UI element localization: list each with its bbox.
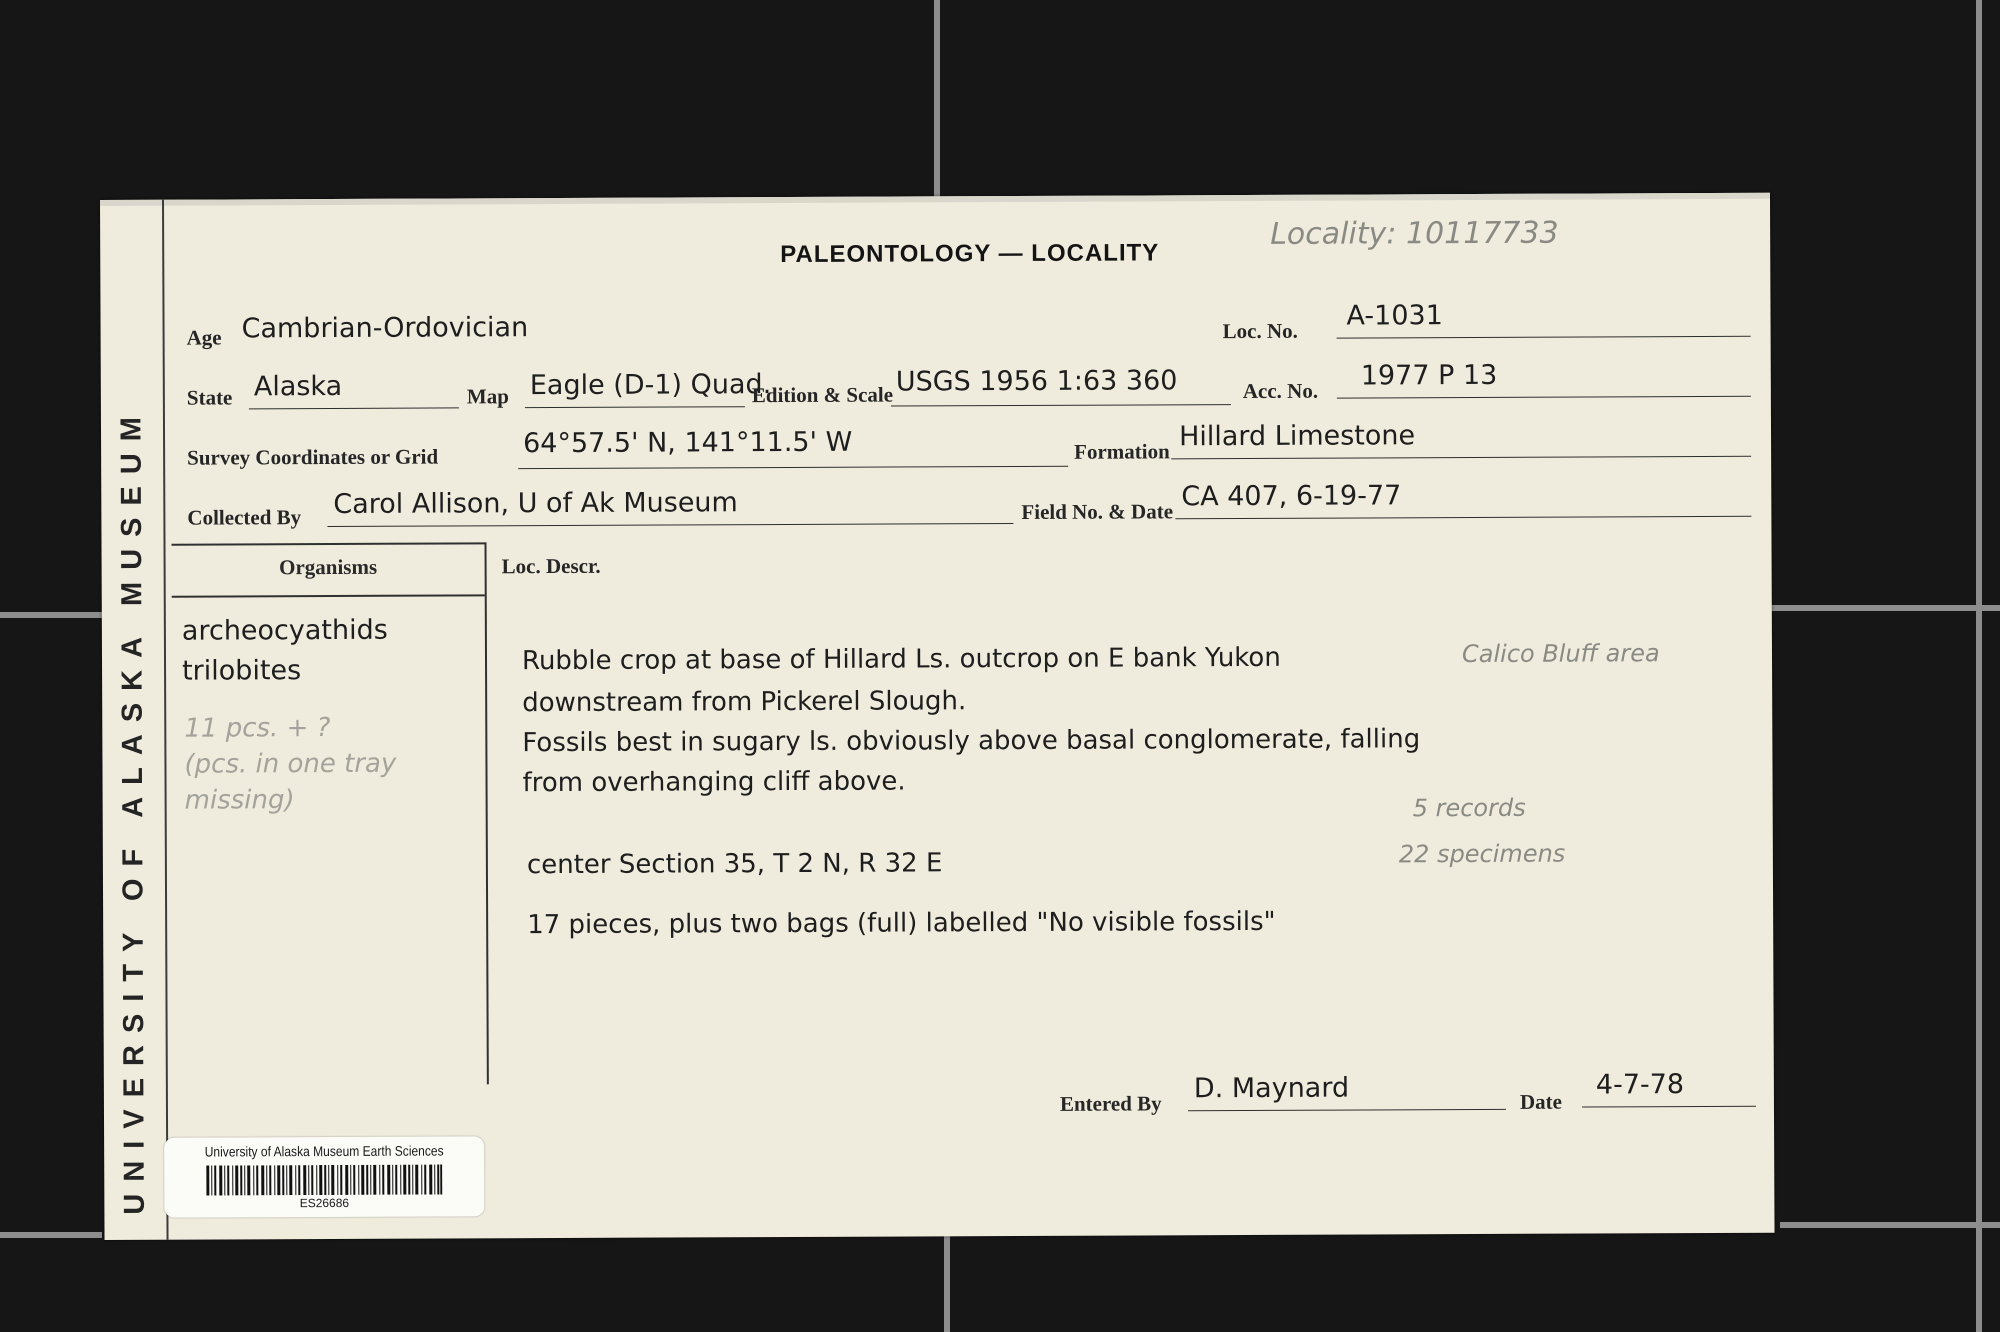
barcode-number: ES26686	[299, 1195, 350, 1211]
edition-scale-label: Edition & Scale	[751, 382, 894, 408]
collected-by-underline	[327, 523, 1013, 527]
field-no-date-value: CA 407, 6-19-77	[1181, 480, 1402, 513]
survey-underline	[518, 466, 1068, 469]
background-grid-line	[0, 1232, 102, 1238]
specimens-pencil-note: 22 specimens	[1398, 839, 1566, 869]
background-grid-line	[944, 1225, 950, 1332]
loc-no-label: Loc. No.	[1222, 318, 1298, 344]
loc-no-value: A-1031	[1346, 300, 1443, 332]
organisms-pencil-note: missing)	[184, 785, 295, 816]
loc-descr-line: Fossils best in sugary ls. obviously above basal conglomerate, falling	[522, 724, 1421, 759]
section-line: center Section 35, T 2 N, R 32 E	[526, 848, 943, 881]
entered-by-label: Entered By	[1059, 1091, 1162, 1116]
organisms-pencil-note: (pcs. in one tray	[184, 748, 397, 780]
entered-by-value: D. Maynard	[1193, 1072, 1350, 1105]
organism-item: archeocyathids	[181, 614, 388, 647]
acc-no-value: 1977 P 13	[1360, 359, 1498, 392]
state-label: State	[186, 385, 233, 410]
loc-descr-line: downstream from Pickerel Slough.	[522, 686, 967, 719]
organisms-pencil-note: 11 pcs. + ?	[184, 712, 331, 744]
loc-descr-line: from overhanging cliff above.	[522, 766, 906, 799]
edition-scale-underline	[891, 404, 1231, 406]
formation-value: Hillard Limestone	[1178, 420, 1416, 453]
organisms-header: Organisms	[279, 554, 378, 580]
background-grid-line	[934, 0, 940, 205]
records-pencil-note: 5 records	[1412, 793, 1526, 823]
locality-card	[100, 193, 1775, 1240]
edition-scale-value: USGS 1956 1:63 360	[895, 365, 1178, 398]
collected-by-label: Collected By	[187, 505, 302, 530]
map-label: Map	[466, 384, 509, 409]
map-value: Eagle (D-1) Quad.	[529, 369, 772, 402]
barcode-icon	[206, 1165, 442, 1196]
barcode-title: University of Alaska Museum Earth Sciences	[204, 1142, 444, 1160]
background-grid-line	[1976, 0, 1982, 1332]
map-underline	[525, 406, 745, 408]
side-strip	[100, 200, 169, 1240]
organisms-panel	[172, 542, 489, 1085]
acc-no-underline	[1337, 396, 1751, 399]
date-value: 4-7-78	[1595, 1069, 1685, 1101]
organism-item: trilobites	[181, 655, 302, 687]
background-grid-line	[1780, 1222, 2000, 1228]
loc-descr-line: Rubble crop at base of Hillard Ls. outcrop on E bank Yukon	[521, 642, 1281, 677]
survey-value: 64°57.5' N, 141°11.5' W	[522, 426, 853, 460]
locality-note: Locality: 10117733	[1270, 215, 1559, 252]
date-label: Date	[1519, 1089, 1562, 1114]
barcode-label	[164, 1136, 484, 1217]
pieces-line: 17 pieces, plus two bags (full) labelled "No visible fossils"	[527, 906, 1276, 941]
field-no-date-label: Field No. & Date	[1021, 499, 1174, 524]
formation-underline	[1171, 456, 1751, 460]
card-title: PALEONTOLOGY — LOCALITY	[780, 239, 1160, 269]
background-grid-line	[0, 612, 102, 618]
state-underline	[249, 407, 459, 409]
organisms-header-rule	[172, 594, 485, 597]
formation-label: Formation	[1074, 439, 1170, 464]
age-value: Cambrian-Ordovician	[241, 312, 529, 345]
acc-no-label: Acc. No.	[1242, 378, 1319, 404]
field-no-date-underline	[1175, 516, 1751, 520]
loc-no-underline	[1337, 336, 1751, 339]
collected-by-value: Carol Allison, U of Ak Museum	[333, 487, 738, 520]
background-grid-line	[1760, 605, 2000, 611]
loc-descr-label: Loc. Descr.	[501, 553, 601, 579]
area-pencil-note: Calico Bluff area	[1461, 639, 1660, 669]
date-underline	[1582, 1106, 1756, 1108]
survey-label: Survey Coordinates or Grid	[187, 444, 439, 470]
age-label: Age	[186, 325, 222, 350]
state-value: Alaska	[253, 370, 343, 403]
museum-vertical-title: UNIVERSITY OF ALASKA MUSEUM	[115, 405, 151, 1215]
entered-by-underline	[1188, 1109, 1506, 1111]
